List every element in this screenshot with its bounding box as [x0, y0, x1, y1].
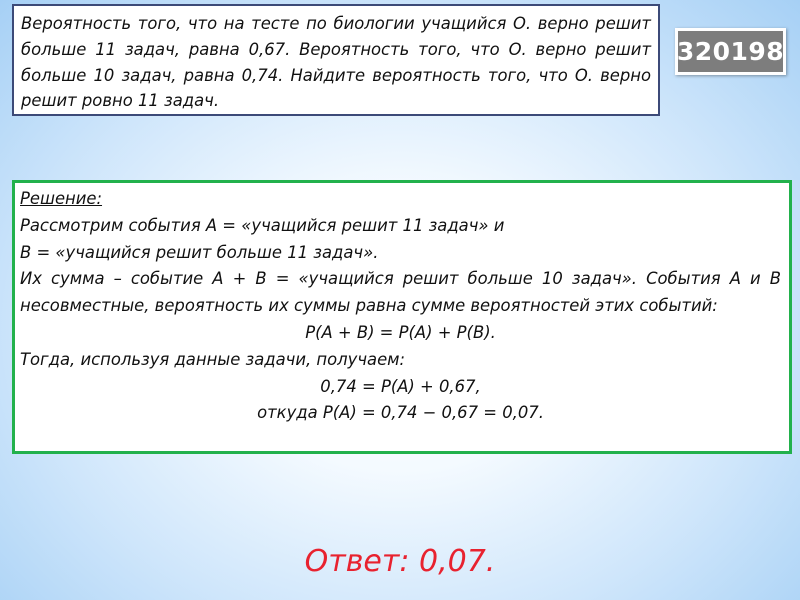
problem-statement: [12, 4, 660, 116]
task-id-badge: [675, 28, 786, 75]
solution-heading: Решение:: [20, 189, 103, 208]
task-id-text: 320198: [676, 37, 785, 66]
solution-panel: [12, 180, 792, 454]
answer-text: Ответ: 0,07.: [304, 544, 496, 579]
solution-formula-sum: Р(А + В) = Р(А) + Р(В).: [305, 322, 496, 342]
problem-text: Вероятность того, что на тесте по биологии учащийся О. верно решит больше 11 задач, равна 0,67. Вероятность того, что О. верно решит больше 10 задач, равна 0,74. Найдите вероятность того, что О. верно решит ровно 11 задач.: [21, 14, 651, 111]
solution-formula-result: откуда Р(А) = 0,74 − 0,67 = 0,07.: [257, 403, 544, 423]
solution-formula-values: 0,74 = Р(А) + 0,67,: [320, 376, 481, 396]
solution-paragraph: Их сумма – событие А + В = «учащийся решит больше 10 задач». События А и В несовместные, вероятность их суммы равна сумме вероятностей этих событий:: [20, 269, 781, 316]
solution-line-then: Тогда, используя данные задачи, получаем:: [20, 349, 406, 369]
solution-line-events-b: В = «учащийся решит больше 11 задач».: [20, 242, 379, 262]
solution-line-events-a: Рассмотрим события А = «учащийся решит 11 задач» и: [20, 215, 505, 235]
